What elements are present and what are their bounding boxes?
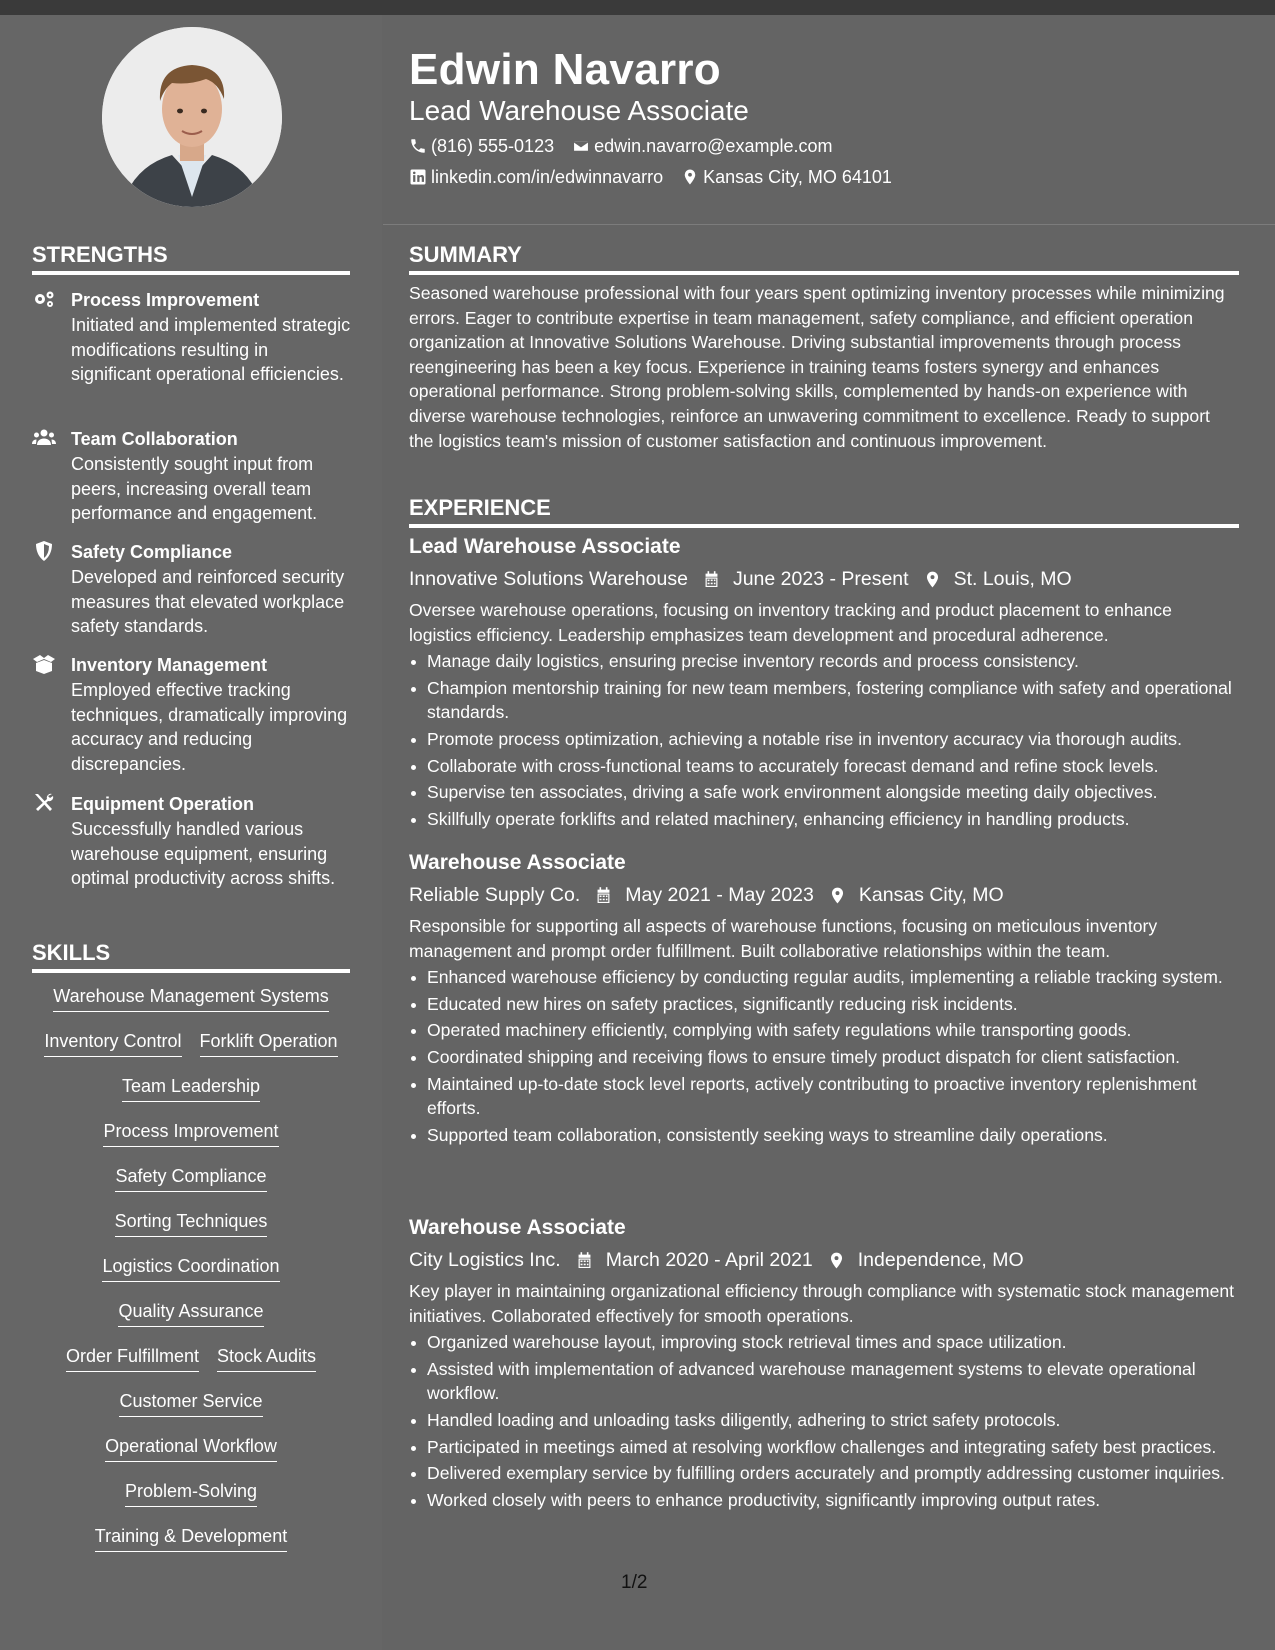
skills-row bbox=[32, 1434, 350, 1479]
skills-row bbox=[32, 1074, 350, 1119]
job-dates: June 2023 - Present bbox=[732, 568, 909, 590]
experience-rule bbox=[409, 524, 1239, 528]
job-bullet: Skillfully operate forklifts and related machinery, enhancing efficiency in handling products. bbox=[409, 807, 1239, 832]
skills-rule bbox=[32, 969, 350, 973]
skill-tag: Logistics Coordination bbox=[102, 1254, 279, 1282]
candidate-title: Lead Warehouse Associate bbox=[409, 95, 749, 126]
summary-rule bbox=[409, 271, 1239, 275]
email-contact[interactable] bbox=[572, 136, 832, 157]
location-contact bbox=[681, 167, 892, 188]
header-divider bbox=[383, 224, 1275, 225]
summary-text: Seasoned warehouse professional with four years spent optimizing inventory processes while minimizing errors. Eager to contribute expertise in team management, safety compliance, and efficient operation organization at Innovative Solutions Warehouse. Driving substantial improvements through process reengineering has been a key focus. Experience in training teams fosters synergy and enhances operational performance. Strong problem-solving skills, complemented by hands-on experience with diverse warehouse technologies, reinforce an unwavering commitment to excellence. Ready to support the logistics team's mission of customer satisfaction and continuous improvement. bbox=[409, 283, 1225, 451]
skill-tag: Forklift Operation bbox=[200, 1029, 338, 1057]
job-bullet: Assisted with implementation of advanced warehouse management systems to elevate operational workflow. bbox=[409, 1357, 1239, 1406]
skill-tag: Operational Workflow bbox=[105, 1434, 277, 1462]
skills-row bbox=[32, 1389, 350, 1434]
profile-photo bbox=[102, 27, 282, 207]
linkedin-text[interactable]: linkedin.com/in/edwinnavarro bbox=[431, 166, 664, 187]
skills-row bbox=[32, 1524, 350, 1569]
job-location: St. Louis, MO bbox=[953, 568, 1072, 590]
job-bullet: Supported team collaboration, consistently seeking ways to streamline daily operations. bbox=[409, 1123, 1239, 1148]
job-bullet: Worked closely with peers to enhance productivity, significantly improving output rates. bbox=[409, 1488, 1239, 1513]
strength-item bbox=[32, 652, 352, 776]
envelope-icon bbox=[572, 137, 590, 155]
candidate-name: Edwin Navarro bbox=[409, 45, 721, 94]
skill-tag: Quality Assurance bbox=[118, 1299, 263, 1327]
job-description: Key player in maintaining organizational efficiency through compliance with systematic stock management initiatives. Collaborated effectively for smooth operations. bbox=[409, 1281, 1235, 1326]
job-bullet: Collaborate with cross-functional teams to accurately forecast demand and refine stock levels. bbox=[409, 754, 1239, 779]
map-marker-icon bbox=[681, 168, 699, 186]
calendar-icon bbox=[702, 570, 721, 589]
skills-row bbox=[32, 1479, 350, 1524]
skill-tag: Order Fulfillment bbox=[66, 1344, 199, 1372]
strength-desc: Consistently sought input from peers, increasing overall team performance and engagement. bbox=[71, 454, 318, 523]
job-bullet: Participated in meetings aimed at resolving workflow challenges and integrating safety best practices. bbox=[409, 1435, 1239, 1460]
shield-icon bbox=[32, 541, 58, 563]
skills-row bbox=[32, 1254, 350, 1299]
skill-tag: Sorting Techniques bbox=[115, 1209, 268, 1237]
job-bullet: Handled loading and unloading tasks diligently, adhering to strict safety protocols. bbox=[409, 1408, 1239, 1433]
contact-row-2 bbox=[409, 163, 910, 191]
strength-title: Safety Compliance bbox=[71, 542, 233, 562]
job-meta bbox=[409, 563, 1239, 595]
skill-tag: Team Leadership bbox=[122, 1074, 260, 1102]
phone-contact bbox=[409, 136, 554, 157]
strength-item bbox=[32, 791, 352, 891]
job-bullet: Organized warehouse layout, improving stock retrieval times and space utilization. bbox=[409, 1330, 1239, 1355]
job-entry bbox=[409, 1213, 1239, 1514]
skill-tag: Inventory Control bbox=[44, 1029, 181, 1057]
skill-tag: Safety Compliance bbox=[115, 1164, 266, 1192]
job-company: City Logistics Inc. bbox=[409, 1249, 561, 1271]
skills-row bbox=[32, 1029, 350, 1074]
calendar-icon bbox=[575, 1251, 594, 1270]
strengths-heading: STRENGTHS bbox=[32, 242, 168, 267]
job-company: Reliable Supply Co. bbox=[409, 884, 581, 906]
job-bullet: Supervise ten associates, driving a safe work environment alongside meeting daily objectives. bbox=[409, 780, 1239, 805]
map-marker-icon bbox=[827, 1251, 846, 1270]
summary-heading: SUMMARY bbox=[409, 242, 522, 267]
job-meta bbox=[409, 879, 1239, 911]
job-dates: May 2021 - May 2023 bbox=[625, 884, 814, 906]
job-dates: March 2020 - April 2021 bbox=[605, 1249, 813, 1271]
job-bullet: Coordinated shipping and receiving flows to ensure timely product dispatch for client satisfaction. bbox=[409, 1045, 1239, 1070]
strength-item bbox=[32, 539, 352, 639]
job-location: Kansas City, MO bbox=[858, 884, 1004, 906]
skill-tag: Process Improvement bbox=[103, 1119, 278, 1147]
skill-tag: Stock Audits bbox=[217, 1344, 316, 1372]
job-description: Oversee warehouse operations, focusing on inventory tracking and product placement to enhance logistics efficiency. Leadership emphasizes team development and procedural adherence. bbox=[409, 600, 1172, 645]
job-meta bbox=[409, 1244, 1239, 1276]
job-location: Independence, MO bbox=[857, 1249, 1024, 1271]
cogs-icon bbox=[32, 289, 58, 311]
top-bar bbox=[0, 0, 1275, 15]
job-title: Lead Warehouse Associate bbox=[409, 535, 681, 558]
job-bullet: Delivered exemplary service by fulfilling orders accurately and promptly addressing customer inquiries. bbox=[409, 1461, 1239, 1486]
skill-tag: Warehouse Management Systems bbox=[53, 984, 328, 1012]
skills-list bbox=[32, 984, 350, 1569]
map-marker-icon bbox=[828, 886, 847, 905]
box-open-icon bbox=[32, 654, 58, 676]
skills-row bbox=[32, 984, 350, 1029]
job-title: Warehouse Associate bbox=[409, 1216, 626, 1239]
strength-desc: Initiated and implemented strategic modifications resulting in significant operational efficiencies. bbox=[71, 315, 351, 384]
strength-item bbox=[32, 426, 352, 526]
job-bullets bbox=[409, 1330, 1239, 1512]
skill-tag: Problem-Solving bbox=[125, 1479, 257, 1507]
job-bullet: Enhanced warehouse efficiency by conducting regular audits, implementing a reliable tracking system. bbox=[409, 965, 1239, 990]
map-marker-icon bbox=[923, 570, 942, 589]
strength-desc: Developed and reinforced security measures that elevated workplace safety standards. bbox=[71, 567, 345, 636]
skills-row bbox=[32, 1344, 350, 1389]
phone-icon bbox=[409, 137, 427, 155]
job-bullet: Champion mentorship training for new team members, fostering compliance with safety and operational standards. bbox=[409, 676, 1239, 725]
skills-row bbox=[32, 1164, 350, 1209]
strength-desc: Successfully handled various warehouse equipment, ensuring optimal productivity across shifts. bbox=[71, 819, 336, 888]
skills-row bbox=[32, 1209, 350, 1254]
strength-title: Equipment Operation bbox=[71, 794, 255, 814]
job-bullet: Educated new hires on safety practices, significantly reducing risk incidents. bbox=[409, 992, 1239, 1017]
job-company: Innovative Solutions Warehouse bbox=[409, 568, 688, 590]
contact-row-1 bbox=[409, 132, 850, 160]
location-text: Kansas City, MO 64101 bbox=[703, 166, 892, 187]
strength-title: Inventory Management bbox=[71, 655, 268, 675]
job-entry bbox=[409, 532, 1239, 833]
strength-item bbox=[32, 287, 352, 387]
job-bullet: Promote process optimization, achieving a notable rise in inventory accuracy via thorough audits. bbox=[409, 727, 1239, 752]
job-bullets bbox=[409, 649, 1239, 831]
job-bullet: Manage daily logistics, ensuring precise inventory records and process consistency. bbox=[409, 649, 1239, 674]
page-number: 1/2 bbox=[621, 1572, 648, 1593]
job-description: Responsible for supporting all aspects of warehouse functions, focusing on meticulous inventory management and prompt order fulfillment. Built collaborative relationships within the team. bbox=[409, 916, 1158, 961]
skills-row bbox=[32, 1299, 350, 1344]
tools-icon bbox=[32, 793, 58, 815]
job-bullet: Maintained up-to-date stock level reports, actively contributing to proactive inventory replenishment efforts. bbox=[409, 1072, 1239, 1121]
phone-text: (816) 555-0123 bbox=[431, 135, 555, 156]
users-icon bbox=[32, 428, 58, 450]
job-bullet: Operated machinery efficiently, complying with safety regulations while transporting goods. bbox=[409, 1018, 1239, 1043]
skills-row bbox=[32, 1119, 350, 1164]
skills-heading: SKILLS bbox=[32, 940, 111, 965]
strengths-rule bbox=[32, 271, 350, 275]
job-entry bbox=[409, 848, 1239, 1149]
linkedin-icon bbox=[409, 168, 427, 186]
job-bullets bbox=[409, 965, 1239, 1147]
experience-heading: EXPERIENCE bbox=[409, 495, 551, 520]
strength-desc: Employed effective tracking techniques, dramatically improving accuracy and reducing discrepancies. bbox=[71, 680, 348, 774]
calendar-icon bbox=[594, 886, 613, 905]
linkedin-contact[interactable] bbox=[409, 167, 663, 188]
skill-tag: Customer Service bbox=[119, 1389, 262, 1417]
skill-tag: Training & Development bbox=[95, 1524, 287, 1552]
job-title: Warehouse Associate bbox=[409, 851, 626, 874]
strength-title: Process Improvement bbox=[71, 290, 260, 310]
email-text[interactable]: edwin.navarro@example.com bbox=[594, 135, 833, 156]
strength-title: Team Collaboration bbox=[71, 429, 238, 449]
